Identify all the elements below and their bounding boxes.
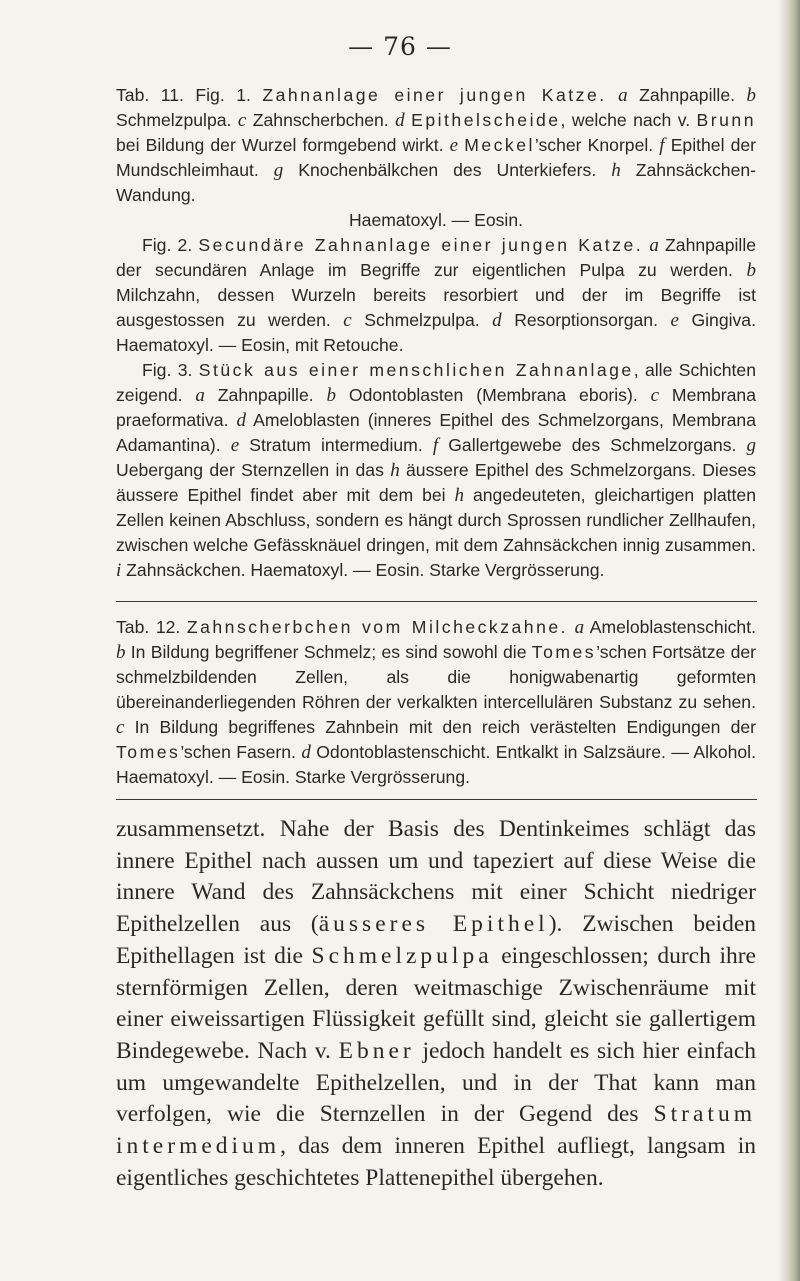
figure-letter: b: [746, 260, 756, 281]
figure-letter: c: [237, 110, 247, 131]
figure-letter: h: [611, 160, 621, 181]
spaced-term: Epithelscheide: [411, 110, 561, 130]
figure-letter: b: [116, 642, 126, 663]
caption-tab12: Tab. 12. Zahnscherbchen vom Milcheckzahne. a Ameloblastenschicht. b In Bildung begriffener Schmelz; es sind sowohl die Tomes’schen Fortsätze der schmelzbildenden Zellen, als die honigwabenartig geformten übereinanderliegenden Röhren der verkalkten intercellulären Substanz zu sehen. c In Bildung begriffenes Zahnbein mit den reich verästelten Endigungen der Tomes’schen Fasern. d Odontoblastenschicht. Entkalkt in Salzsäure. — Alkohol. Haematoxyl. — Eosin. Starke Vergrösserung.: [116, 617, 756, 787]
figure-letter: a: [574, 617, 585, 638]
spaced-term: Tomes: [531, 642, 597, 662]
spaced-term: Ebner: [338, 1037, 415, 1064]
figure-letter: e: [670, 310, 679, 331]
page-number: — 76 —: [348, 32, 452, 61]
body-paragraph: [116, 814, 756, 1194]
plate-captions-tab11: [116, 83, 756, 583]
figure-letter: d: [236, 410, 247, 431]
caption-fig1-stain: Haematoxyl. — Eosin.: [348, 210, 524, 230]
figure-letter: f: [432, 435, 439, 456]
figure-letter: a: [618, 85, 628, 106]
body-text: zusammensetzt. Nahe der Basis des Dentinkeimes schlägt das innere Epithel nach aussen um und tapeziert auf diese Weise die innere Wand des Zahnsäckchens mit einer Schicht niedriger Epithelzellen aus (äusseres Epithel). Zwischen beiden Epithellagen ist die Schmelzpulpa eingeschlossen; durch ihre sternförmigen Zellen, deren weitmaschige Zwischenräume mit einer eiweissartigen Flüssigkeit gefüllt sind, gleicht sie gallertigem Bindegewebe. Nach v. Ebner jedoch handelt es sich hier einfach um umgewandelte Epithelzellen, und in der That kann man verfolgen, wie die Sternzellen in der Gegend des Stratum intermedium, das dem inneren Epithel aufliegt, langsam in eigentliches geschichtetes Plattenepithel übergehen.: [116, 816, 757, 1191]
figure-letter: c: [343, 310, 352, 331]
figure-letter: e: [230, 435, 240, 456]
figure-letter: e: [449, 135, 459, 156]
figure-letter: g: [746, 435, 757, 456]
spaced-term: äusseres Epithel: [318, 911, 549, 938]
figure-letter: f: [659, 135, 665, 156]
figure-letter: c: [116, 717, 125, 738]
spaced-term: Tomes: [116, 742, 181, 762]
figure-letter: c: [650, 385, 660, 406]
caption-fig2: Fig. 2. Secundäre Zahnanlage einer jungen Katze. a Zahnpapille der secundären Anlage im Begriffe zur eigentlichen Pulpa zu werden. b Milchzahn, dessen Wurzeln bereits resorbiert und der im Begriffe ist ausgestossen zu werden. c Schmelzpulpa. d Resorptionsorgan. e Gingiva. Haematoxyl. — Eosin, mit Retouche.: [116, 235, 757, 355]
spaced-term: Brunn: [696, 110, 756, 130]
divider-rule-bottom: [116, 799, 757, 800]
spaced-term: Meckel: [464, 135, 535, 155]
figure-letter: d: [395, 110, 405, 131]
figure-letter: a: [195, 385, 205, 406]
figure-letter: g: [273, 160, 284, 181]
figure-letter: b: [326, 385, 337, 406]
figure-letter: b: [746, 85, 756, 106]
spaced-term: Zahnanlage einer jungen Katze.: [262, 85, 607, 105]
page-edge-shadow: [778, 0, 800, 1281]
figure-letter: h: [390, 460, 400, 481]
figure-letter: d: [492, 310, 502, 331]
spaced-term: Secundäre Zahnanlage einer jungen Katze.: [198, 235, 644, 255]
spaced-term: Stratum intermedium: [116, 1101, 756, 1160]
divider-rule-top: [116, 601, 757, 602]
spaced-term: Schmelzpulpa: [311, 942, 493, 969]
figure-letter: h: [454, 485, 465, 506]
spaced-term: Stück aus einer menschlichen Zahnanlage: [198, 360, 634, 380]
plate-captions-tab12: [116, 615, 756, 790]
figure-letter: a: [649, 235, 659, 256]
caption-fig1: Tab. 11. Fig. 1. Zahnanlage einer jungen Katze. a Zahnpapille. b Schmelzpulpa. c Zahnscherbchen. d Epithelscheide, welche nach v. Brunn bei Bildung der Wurzel formgebend wirkt. e Meckel’scher Knorpel. f Epithel der Mundschleimhaut. g Knochenbälkchen des Unterkiefers. h Zahnsäckchen-Wandung.: [116, 85, 757, 205]
caption-fig3: Fig. 3. Stück aus einer menschlichen Zahnanlage, alle Schichten zeigend. a Zahnpapille. b Odontoblasten (Membrana eboris). c Membrana praeformativa. d Ameloblasten (inneres Epithel des Schmelzorgans, Membrana Adamantina). e Stratum intermedium. f Gallertgewebe des Schmelzorgans. g Uebergang der Sternzellen in das h äussere Epithel des Schmelzorgans. Dieses äussere Epithel findet aber mit dem bei h angedeuteten, gleichartigen platten Zellen keinen Abschluss, sondern es hängt durch Sprossen rundlicher Zellhaufen, zwischen welche Gefässknäuel dringen, mit dem Zahnsäckchen innig zusammen. i Zahnsäckchen. Haematoxyl. — Eosin. Starke Vergrösserung.: [116, 360, 757, 581]
figure-letter: d: [301, 742, 311, 763]
spaced-term: Zahnscherbchen vom Milcheckzahne.: [186, 617, 569, 637]
figure-letter: i: [116, 560, 122, 581]
